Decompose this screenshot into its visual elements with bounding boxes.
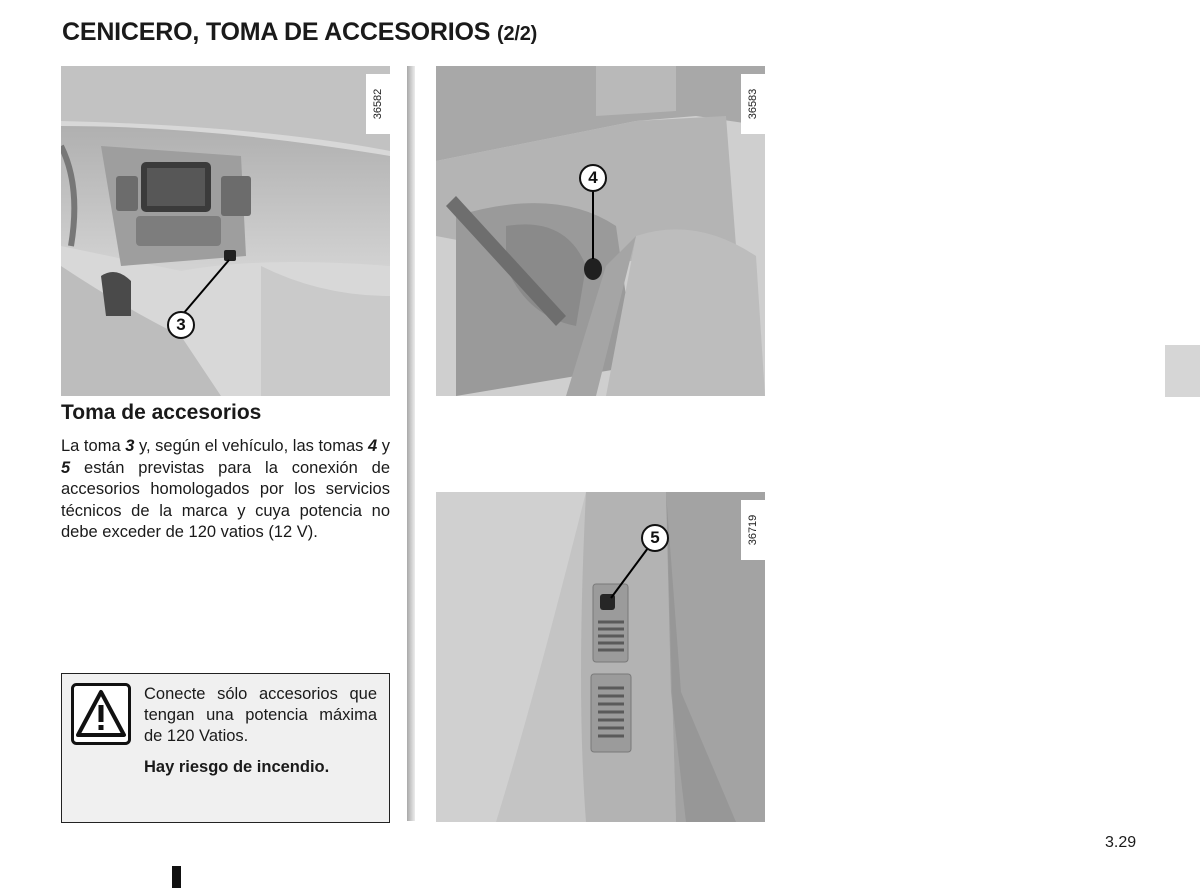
page-title xyxy=(62,18,537,47)
figure-seat-socket xyxy=(436,66,765,396)
section-heading: Toma de accesorios xyxy=(61,401,262,424)
page-part-indicator: (2/2) xyxy=(497,23,538,45)
section-body-paragraph: La toma 3 y, según el vehículo, las tomas 4 y 5 están previstas para la conexión de accesorios homologados por los servicios técnicos de la marca y cuya potencia no debe exceder de 120 vatios (12 V). xyxy=(61,437,390,541)
socket-ref-3: 3 xyxy=(125,437,135,455)
callout-5: 5 xyxy=(641,524,669,552)
margin-mark xyxy=(172,866,181,888)
figure-id-label: 36719 xyxy=(741,500,765,560)
warning-triangle-icon xyxy=(71,683,131,745)
figure-pillar-socket xyxy=(436,492,765,822)
warning-emphasis: Hay riesgo de incendio. xyxy=(144,758,330,776)
callout-3: 3 xyxy=(167,311,195,339)
page-number: 3.29 xyxy=(1105,834,1137,851)
socket-ref-4: 4 xyxy=(367,437,378,455)
pillar-illustration xyxy=(436,492,765,822)
chapter-side-tab xyxy=(1165,345,1200,397)
socket-ref-5: 5 xyxy=(61,458,71,477)
seat-illustration xyxy=(436,66,765,396)
page-title-text: CENICERO, TOMA DE ACCESORIOS xyxy=(62,18,491,46)
dashboard-illustration xyxy=(61,66,390,396)
warning-text: Conecte sólo accesorios que tengan una potencia máxima de 120 Vatios. xyxy=(144,685,377,745)
column-divider xyxy=(407,66,415,821)
figure-id-label: 36583 xyxy=(741,74,765,134)
figure-dashboard-socket xyxy=(61,66,390,396)
warning-box xyxy=(61,673,390,823)
figure-id-label: 36582 xyxy=(366,74,390,134)
callout-4: 4 xyxy=(579,164,607,192)
